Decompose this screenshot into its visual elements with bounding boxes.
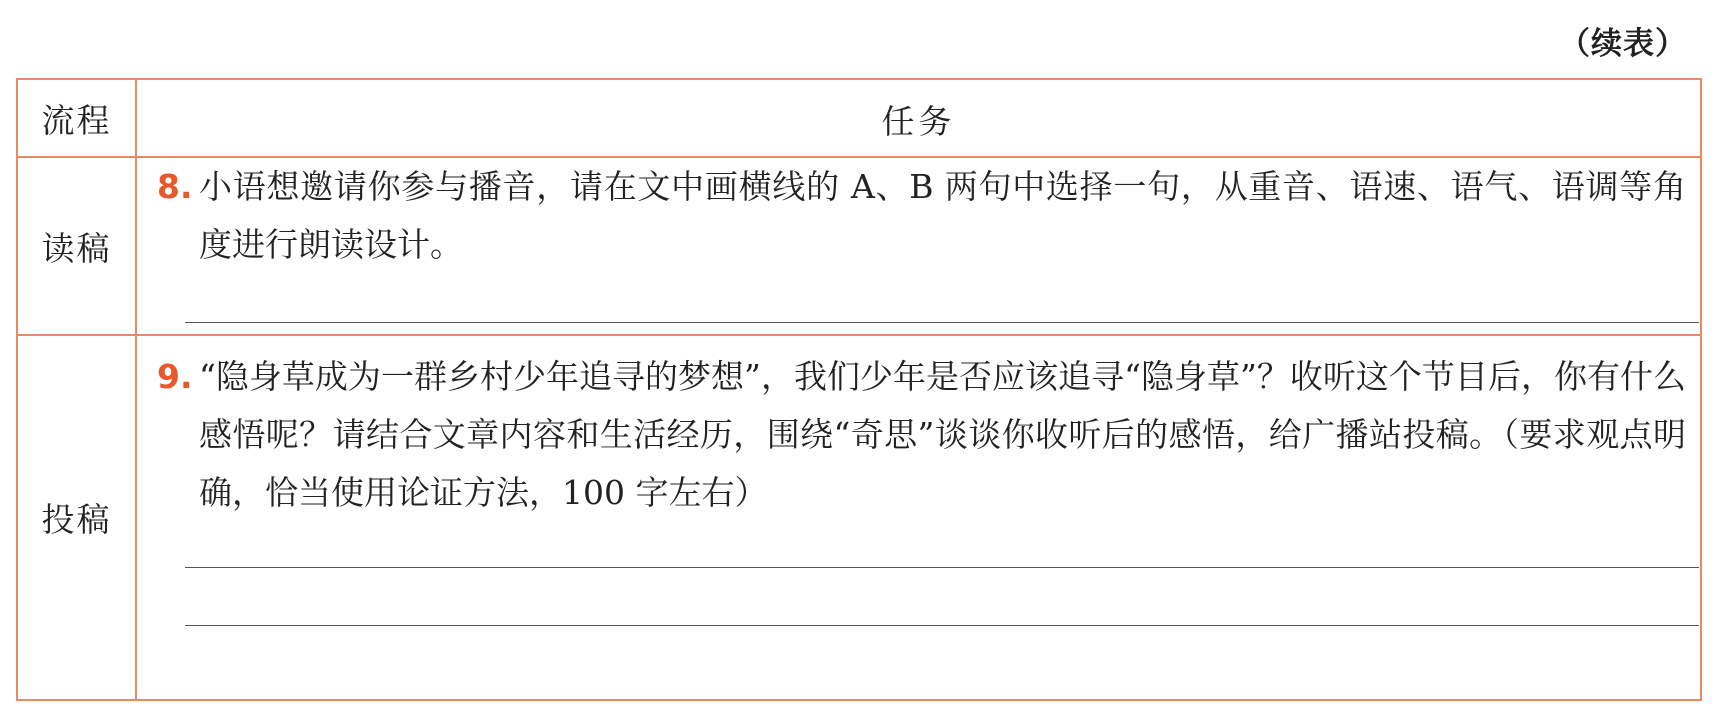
question-number: 8. [157,167,193,206]
question-8 [157,158,1686,274]
question-text: “隐身草成为一群乡村少年追寻的梦想”，我们少年是否应该追寻“隐身草”？收听这个节目后，你有什么感悟呢？请结合文章内容和生活经历，围绕“奇思”谈谈你收听后的感悟，给广播站投稿。（要求观点明确，恰当使用论证方法，100 字左右） [199,357,1686,512]
header-process: 流程 [41,100,112,140]
question-9 [157,348,1686,522]
continued-table-label: （续表） [1559,26,1687,62]
question-text: 小语想邀请你参与播音，请在文中画横线的 A、B 两句中选择一句，从重音、语速、语气、语调等角度进行朗读设计。 [199,167,1686,264]
answer-line-9b[interactable] [185,625,1699,626]
answer-line-9a[interactable] [185,567,1699,568]
row-divider [18,334,1700,336]
question-number: 9. [157,357,193,396]
task-table [16,78,1702,701]
column-divider [135,80,137,699]
row-process-submit: 投稿 [41,500,112,539]
header-task: 任务 [881,101,956,141]
answer-line-8[interactable] [185,322,1699,323]
row-process-read: 读稿 [41,228,112,268]
